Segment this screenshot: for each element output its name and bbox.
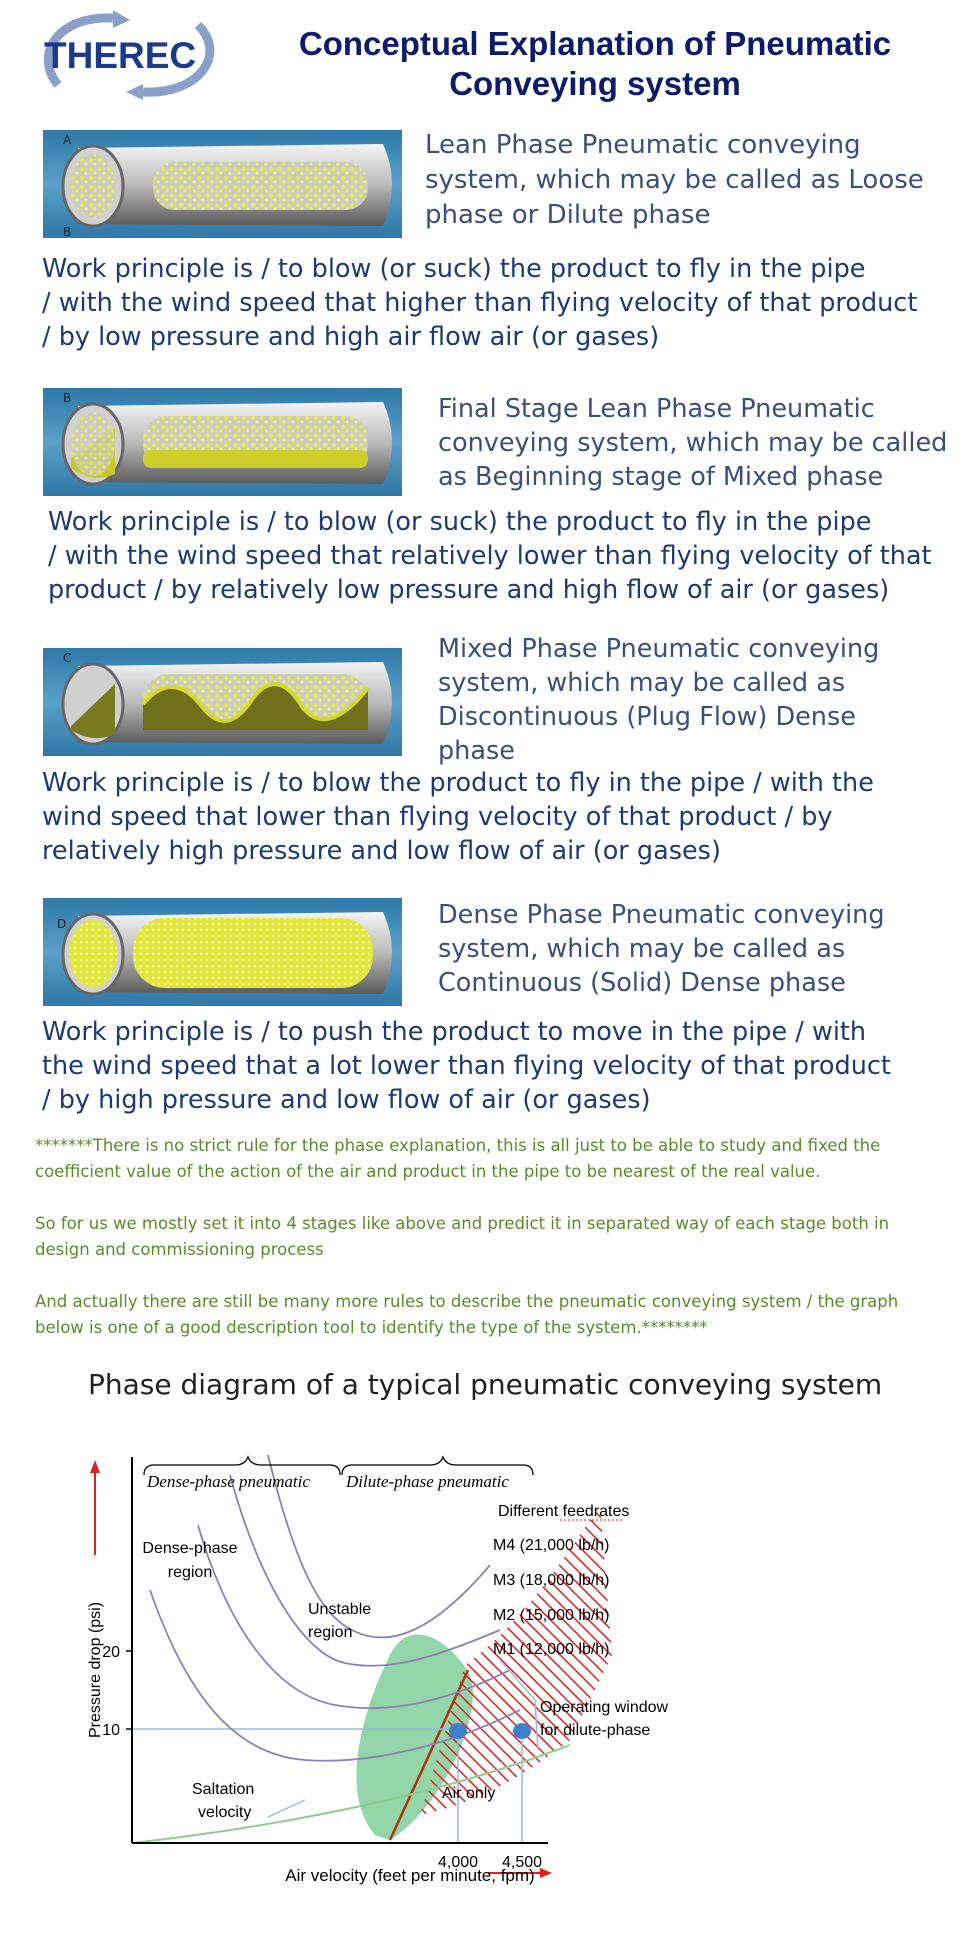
pipe-image-dense-phase [43, 898, 402, 1006]
principle-line: Work principle is / to blow (or suck) the product to fly in the pipe [48, 507, 872, 537]
legend-m2: M2 (15,000 lb/h) [493, 1607, 610, 1624]
principle-line: wind speed that lower than flying velocity of that product / by [42, 802, 833, 832]
desc-line: Lean Phase Pneumatic conveying [425, 130, 861, 160]
bracket-label-dense: Dense-phase pneumatic [147, 1472, 310, 1491]
bracket-label-dilute: Dilute-phase pneumatic [346, 1472, 509, 1491]
mixed-phase-principle [42, 766, 967, 868]
x-tick-label-4500: 4,500 [501, 1854, 543, 1871]
principle-line: Work principle is / to push the product to move in the pipe / with [42, 1017, 867, 1047]
chart-title: Phase diagram of a typical pneumatic conveying system [88, 1368, 883, 1401]
desc-line: phase or Dilute phase [425, 200, 711, 230]
desc-line: as Beginning stage of Mixed phase [438, 462, 884, 492]
desc-line: Mixed Phase Pneumatic conveying [438, 634, 880, 664]
label-b-small: B [63, 225, 72, 239]
final-stage-lean-principle [48, 505, 968, 607]
legend-m1: M1 (12,000 lb/h) [493, 1641, 610, 1658]
principle-line: product / by relatively low pressure and high flow of air (or gases) [48, 575, 890, 605]
lean-phase-principle [42, 252, 962, 354]
legend-m4: M4 (21,000 lb/h) [493, 1537, 610, 1554]
note-line: coefficient value of the action of the air and product in the pipe to be nearest of the real value. [35, 1162, 821, 1181]
mixed-phase-description [438, 632, 968, 768]
dense-phase-principle [42, 1015, 967, 1117]
desc-line: system, which may be called as Loose [425, 165, 924, 195]
unstable-label-1: Unstable [308, 1601, 372, 1618]
operating-point-4500 [513, 1723, 531, 1739]
note-line: And actually there are still be many more rules to describe the pneumatic conveying system / the graph [35, 1292, 899, 1311]
x-axis-label: Air velocity (feet per minute, fpm) [285, 1866, 535, 1885]
dense-region-label-2: region [167, 1564, 213, 1581]
desc-line: system, which may be called as [438, 668, 846, 698]
note-four-stages [35, 1211, 955, 1263]
desc-line: Dense Phase Pneumatic conveying [438, 900, 885, 930]
saltation-label-1: Saltation [192, 1781, 255, 1798]
label-b: B [63, 391, 72, 405]
principle-line: / by low pressure and high air flow air (or gases) [42, 322, 660, 352]
saltation-leader [268, 1800, 305, 1817]
note-phase-rules [35, 1133, 955, 1185]
feedrate-curve-m3 [230, 1475, 500, 1666]
operating-window-label-2: for dilute-phase [540, 1722, 651, 1739]
unstable-label-2: region [308, 1624, 353, 1641]
note-more-rules [35, 1289, 955, 1341]
principle-line: / by high pressure and low flow of air (or gases) [42, 1085, 651, 1115]
dense-phase-description [438, 898, 968, 1000]
operating-window-label-1: Operating window [540, 1699, 669, 1716]
saltation-label-2: velocity [198, 1804, 252, 1821]
final-stage-lean-description [438, 392, 968, 494]
page-title [245, 24, 945, 104]
therec-logo [38, 10, 218, 100]
lean-phase-description [425, 128, 965, 233]
title-line-2: Conveying system [449, 65, 741, 102]
principle-line: Work principle is / to blow the product to fly in the pipe / with the [42, 768, 874, 798]
label-a: A [63, 133, 72, 147]
principle-line: / with the wind speed that higher than flying velocity of that product [42, 288, 918, 318]
principle-line: relatively high pressure and low flow of air (or gases) [42, 836, 721, 866]
label-d: D [57, 917, 67, 931]
desc-line: Continuous (Solid) Dense phase [438, 968, 846, 998]
desc-line: Discontinuous (Plug Flow) Dense [438, 702, 856, 732]
note-line: design and commissioning process [35, 1240, 324, 1259]
principle-line: the wind speed that a lot lower than flying velocity of that product [42, 1051, 891, 1081]
pipe-image-lean-phase [43, 130, 402, 238]
note-line: below is one of a good description tool to identify the type of the system.******** [35, 1318, 708, 1337]
principle-line: Work principle is / to blow (or suck) the product to fly in the pipe [42, 254, 866, 284]
label-c: C [63, 651, 72, 665]
air-only-label: Air only [442, 1785, 496, 1802]
title-line-1: Conceptual Explanation of Pneumatic [298, 25, 892, 62]
y-axis-arrowhead [90, 1460, 100, 1473]
y-tick-label-20: 20 [102, 1644, 120, 1661]
y-axis-label: Pressure drop (psi) [87, 1601, 104, 1739]
note-line: *******There is no strict rule for the phase explanation, this is all just to be able to study and fixed the [35, 1136, 881, 1155]
pipe-image-mixed-phase [43, 648, 402, 756]
feedrates-title: Different feedrates [498, 1503, 630, 1520]
principle-line: / with the wind speed that relatively lower than flying velocity of that [48, 541, 932, 571]
operating-point-4000 [449, 1723, 467, 1739]
y-tick-label-10: 10 [102, 1722, 120, 1739]
x-tick-label-4000: 4,000 [437, 1854, 479, 1871]
logo-text: THEREC [44, 35, 197, 76]
desc-line: Final Stage Lean Phase Pneumatic [438, 394, 875, 424]
dense-region-label-1: Dense-phase [142, 1540, 238, 1557]
desc-line: system, which may be called as [438, 934, 846, 964]
desc-line: phase [438, 736, 515, 766]
phase-diagram-chart [87, 1415, 730, 1871]
note-line: So for us we mostly set it into 4 stages like above and predict it in separated way of each stage both in [35, 1214, 890, 1233]
pipe-image-final-stage-lean [43, 388, 402, 496]
legend-m3: M3 (18,000 lb/h) [493, 1572, 610, 1589]
desc-line: conveying system, which may be called [438, 428, 948, 458]
